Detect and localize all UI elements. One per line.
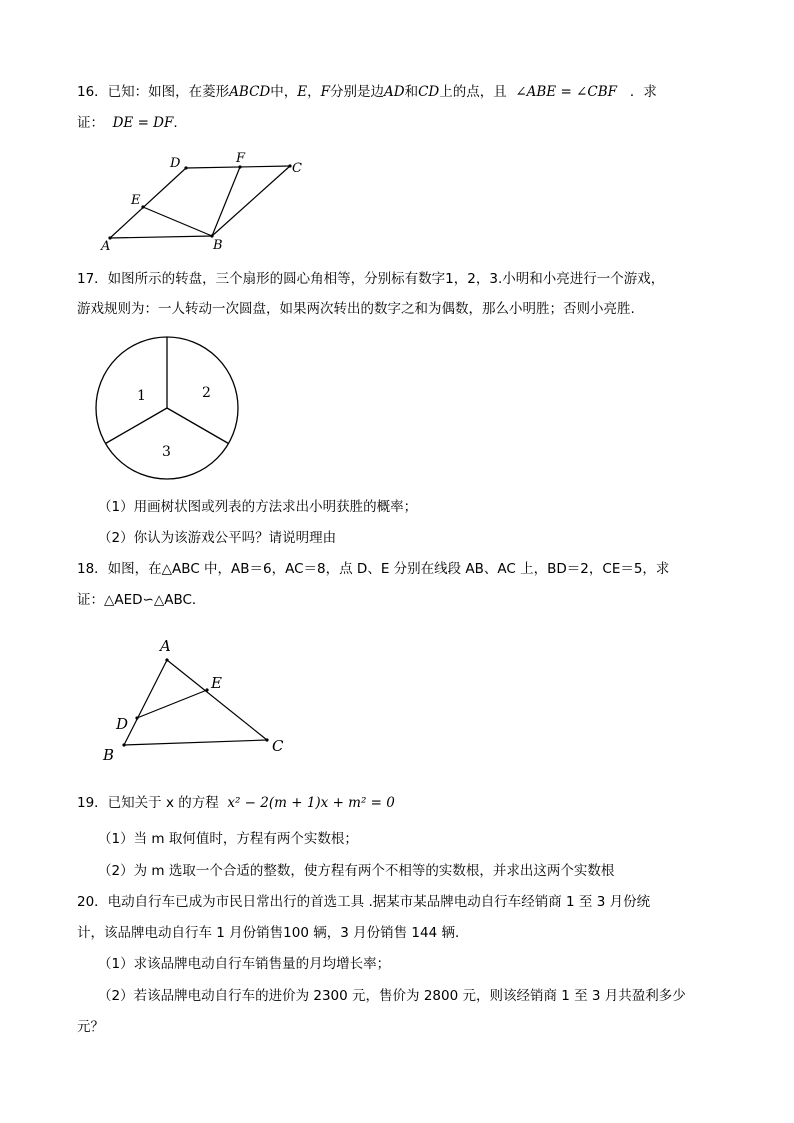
q16-text-tail: 上的点，且 <box>439 84 507 100</box>
q17-line1: 17．如图所示的转盘，三个扇形的圆心角相等，分别标有数字1，2，3.小明和小亮进行一个游戏， <box>77 271 665 287</box>
q16-text-d: 分别是边 <box>330 84 384 100</box>
q19-line1 <box>77 793 395 813</box>
q16-side-cd <box>186 166 290 168</box>
q16-abcd: ABCD <box>229 84 271 100</box>
q18-line1: 18．如图，在△ABC 中，AB＝6，AC＝8，点 D、E 分别在线段 AB、AC 上，BD＝2，CE＝5，求 <box>77 561 670 577</box>
q16-line2-end: . <box>173 115 178 131</box>
q19-text: 19．已知关于 x 的方程 <box>77 795 219 811</box>
wheel-number-1: 1 <box>137 388 146 404</box>
q18-point-e <box>205 688 208 691</box>
q19-sub2: （2）为 m 选取一个合适的整数，使方程有两个不相等的实数根，并求出这两个实数根 <box>98 863 615 879</box>
wheel-number-2: 2 <box>202 385 211 401</box>
wheel-divider-right <box>167 408 229 444</box>
q16-rhombus-figure <box>90 148 320 253</box>
q16-label-b: B <box>213 238 223 253</box>
wheel-divider-left <box>106 408 168 444</box>
q16-text-a: 16．已知：如图，在菱形 <box>77 84 230 100</box>
q16-f: F <box>320 84 330 100</box>
q17-sub1: （1）用画树状图或列表的方法求出小明获胜的概率； <box>98 499 418 515</box>
q16-side-da <box>110 168 186 238</box>
q16-line2-prefix: 证： <box>77 115 104 131</box>
q17-sub2: （2）你认为该游戏公平吗？请说明理由 <box>98 530 337 546</box>
q16-text-and: 和 <box>404 84 419 100</box>
q18-segment-de <box>137 690 207 718</box>
q20-sub2: （2）若该品牌电动自行车的进价为 2300 元，售价为 2800 元，则该经销商 1 至 3 月共盈利多少 <box>98 988 686 1004</box>
q16-line1 <box>77 82 657 102</box>
q16-label-e: E <box>131 193 141 208</box>
q16-label-a: A <box>101 239 111 253</box>
q20-line2: 计，该品牌电动自行车 1 月份销售100 辆，3 月份销售 144 辆． <box>77 925 469 941</box>
q18-label-b: B <box>103 746 115 764</box>
q18-point-b <box>122 743 125 746</box>
q16-label-c: C <box>292 161 302 176</box>
q16-angle-formula: ∠ABE = ∠CBF <box>515 84 617 100</box>
q16-side-bc <box>212 166 290 236</box>
q16-e: E <box>297 84 308 100</box>
q18-label-e: E <box>211 674 222 692</box>
q18-label-c: C <box>272 737 284 755</box>
q18-label-a: A <box>160 637 171 655</box>
q18-line2: 证：△AED∽△ABC． <box>77 592 206 608</box>
q20-sub1: （1）求该品牌电动自行车销售量的月均增长率； <box>98 956 391 972</box>
q16-conclusion-formula: DE = DF <box>112 115 174 131</box>
q16-label-d: D <box>170 156 181 171</box>
q16-side-ab <box>110 236 212 238</box>
q16-text-b: 中， <box>270 84 298 100</box>
wheel-number-3: 3 <box>162 444 171 460</box>
q20-sub2-cont: 元？ <box>77 1019 104 1035</box>
q16-ad: AD <box>384 84 405 100</box>
q19-equation: x² − 2(m + 1)x + m² = 0 <box>227 795 395 811</box>
q18-label-d: D <box>116 715 129 733</box>
q20-line1: 20．电动自行车已成为市民日常出行的首选工具 .据某市某品牌电动自行车经销商 1 至 3 月份统 <box>77 894 651 910</box>
q16-text-end: ．求 <box>629 84 657 100</box>
q16-point-e <box>141 205 144 208</box>
q17-spinner-wheel <box>92 330 242 480</box>
q16-cd: CD <box>418 84 440 100</box>
q18-point-c <box>265 738 268 741</box>
q19-sub1: （1）当 m 取何值时，方程有两个实数根； <box>98 831 358 847</box>
q17-line2: 游戏规则为：一人转动一次圆盘，如果两次转出的数字之和为偶数，那么小明胜；否则小亮胜. <box>77 301 635 317</box>
q16-text-c: ， <box>307 84 321 100</box>
q16-segment-be <box>143 207 212 236</box>
q16-point-d <box>184 166 187 169</box>
q18-triangle-figure <box>95 630 295 770</box>
q16-label-f: F <box>236 151 246 166</box>
q16-segment-bf <box>212 167 240 236</box>
q18-side-ab <box>124 660 167 745</box>
q18-side-bc <box>124 740 267 745</box>
q18-point-a <box>165 658 168 661</box>
q18-point-d <box>135 716 138 719</box>
q16-line2 <box>77 113 178 133</box>
